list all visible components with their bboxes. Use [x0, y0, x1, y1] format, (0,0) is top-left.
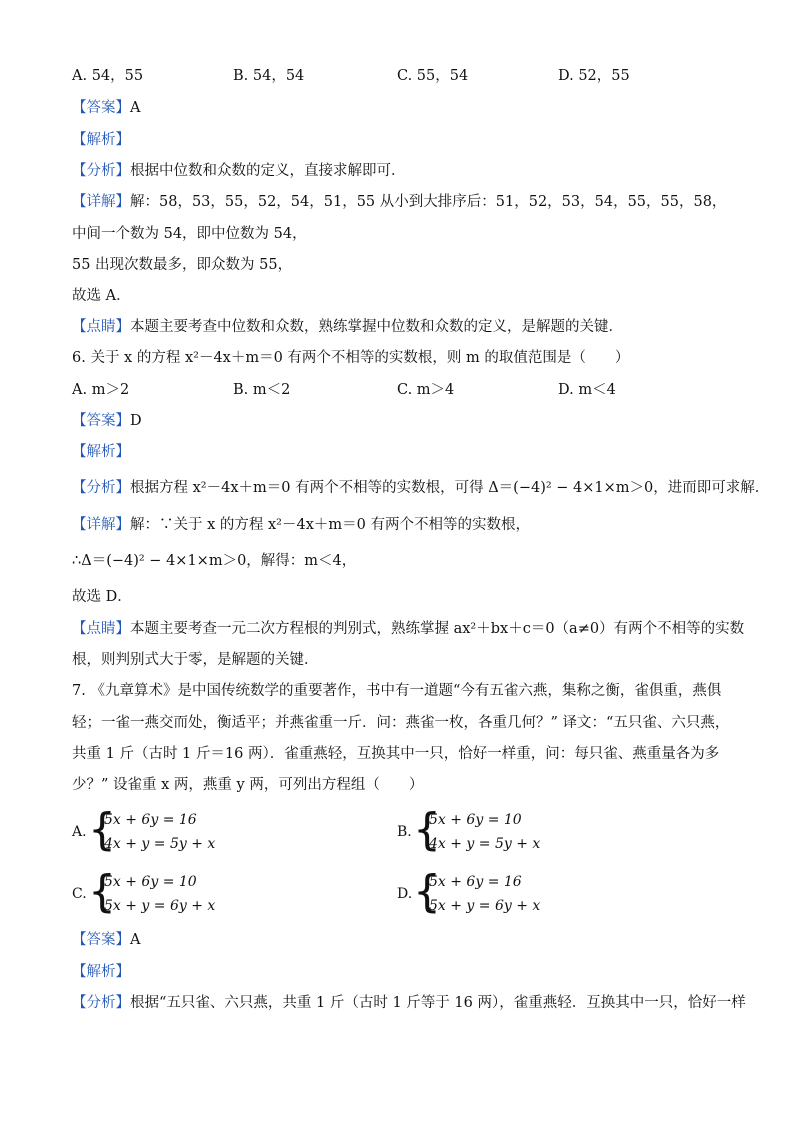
option-label: C. — [72, 886, 87, 902]
option-label: A. — [72, 824, 87, 840]
equation-2: 5x + y = 6y + x — [104, 898, 216, 914]
q5-line4: 故选 A． — [72, 288, 131, 304]
q6-dianjing-cont: 根，则判别式大于零，是解题的关键． — [72, 652, 319, 668]
q5-option-a: A. 54，55 — [72, 68, 144, 84]
q6-option-a: A. m＞2 — [72, 382, 130, 398]
q7-jiexi — [72, 962, 732, 982]
option-label: B. — [397, 824, 412, 840]
equation-1: 5x + 6y = 16 — [429, 874, 522, 890]
dianjing-tag: 【点睛】 — [72, 319, 130, 335]
equation-2: 4x + y = 5y + x — [104, 836, 216, 852]
q5-line2: 中间一个数为 54，即中位数为 54， — [72, 226, 307, 242]
equation-2: 5x + y = 6y + x — [429, 898, 541, 914]
answer-value: A — [130, 932, 141, 948]
q6-fenxi — [72, 478, 770, 498]
dianjing-text: 本题主要考查一元二次方程根的判别式，熟练掌握 ax²＋bx＋c＝0（a≠0）有两个不相等的实数 — [130, 621, 745, 637]
brace-icon: { — [88, 804, 116, 855]
q7-stem-line2: 轻；一雀一燕交而处，衡适平；并燕雀重一斤．问：燕雀一枚，各重几何？” 译文：“五只雀、六只燕， — [72, 715, 730, 731]
q5-line3: 55 出现次数最多，即众数为 55， — [72, 257, 293, 273]
q6-answer — [72, 411, 732, 431]
q7-option-d — [397, 866, 697, 920]
q7-stem-line4: 少？” 设雀重 x 两，燕重 y 两，可列出方程组（ ） — [72, 777, 424, 793]
q6-option-c: C. m＞4 — [397, 382, 455, 398]
dianjing-tag: 【点睛】 — [72, 621, 130, 637]
q5-option-c: C. 55，54 — [397, 68, 469, 84]
xiangjie-tag: 【详解】 — [72, 194, 130, 210]
option-label: D. — [397, 886, 413, 902]
q7-option-c — [72, 866, 372, 920]
q6-dianjing — [72, 619, 745, 639]
equation-1: 5x + 6y = 16 — [104, 812, 197, 828]
q7-stem-line3: 共重 1 斤（古时 1 斤＝16 两）．雀重燕轻，互换其中一只，恰好一样重，问：每只雀、燕重量各为多 — [72, 746, 720, 762]
q7-answer — [72, 930, 732, 950]
fenxi-text: 根据中位数和众数的定义，直接求解即可． — [130, 163, 406, 179]
q5-xiangjie — [72, 192, 732, 212]
q5-option-d: D. 52，55 — [558, 68, 630, 84]
q5-dianjing — [72, 317, 732, 337]
jiexi-tag: 【解析】 — [72, 444, 130, 460]
q6-line2: ∴Δ＝(−4)² − 4×1×m＞0，解得：m＜4， — [72, 553, 357, 569]
q6-xiangjie — [72, 515, 732, 535]
answer-value: D — [130, 413, 142, 429]
xiangjie-tag: 【详解】 — [72, 517, 130, 533]
q7-fenxi — [72, 993, 746, 1013]
q7-option-a — [72, 804, 372, 858]
brace-icon: { — [413, 866, 441, 917]
q6-option-b: B. m＜2 — [233, 382, 291, 398]
q6-jiexi — [72, 442, 732, 462]
answer-tag: 【答案】 — [72, 100, 130, 116]
q6-option-d: D. m＜4 — [558, 382, 616, 398]
jiexi-tag: 【解析】 — [72, 964, 130, 980]
q6-stem: 6. 关于 x 的方程 x²－4x＋m＝0 有两个不相等的实数根，则 m 的取值范围是（ ） — [72, 350, 630, 366]
q7-option-b — [397, 804, 697, 858]
q5-option-b: B. 54，54 — [233, 68, 305, 84]
fenxi-text: 根据“五只雀、六只燕，共重 1 斤（古时 1 斤等于 16 两），雀重燕轻．互换其中一只，恰好一样 — [130, 995, 746, 1011]
q5-answer — [72, 98, 732, 118]
brace-icon: { — [413, 804, 441, 855]
answer-tag: 【答案】 — [72, 932, 130, 948]
fenxi-tag: 【分析】 — [72, 163, 130, 179]
equation-2: 4x + y = 5y + x — [429, 836, 541, 852]
xiangjie-text: 解：58，53，55，52，54，51，55 从小到大排序后：51，52，53，54，55，55，58， — [130, 194, 727, 210]
q7-stem-line1: 7. 《九章算术》是中国传统数学的重要著作，书中有一道题“今有五雀六燕，集称之衡，雀俱重，燕俱 — [72, 683, 722, 699]
fenxi-text: 根据方程 x²－4x＋m＝0 有两个不相等的实数根，可得 Δ＝(−4)² − 4×1×m＞0，进而即可求解． — [130, 480, 770, 496]
brace-icon: { — [88, 866, 116, 917]
jiexi-tag: 【解析】 — [72, 132, 130, 148]
fenxi-tag: 【分析】 — [72, 995, 130, 1011]
xiangjie-text: 解：∵关于 x 的方程 x²－4x＋m＝0 有两个不相等的实数根， — [130, 517, 530, 533]
q5-jiexi — [72, 130, 732, 150]
q6-line3: 故选 D． — [72, 589, 132, 605]
equation-1: 5x + 6y = 10 — [104, 874, 197, 890]
answer-value: A — [130, 100, 141, 116]
answer-tag: 【答案】 — [72, 413, 130, 429]
q5-fenxi — [72, 161, 732, 181]
fenxi-tag: 【分析】 — [72, 480, 130, 496]
equation-1: 5x + 6y = 10 — [429, 812, 522, 828]
dianjing-text: 本题主要考查中位数和众数，熟练掌握中位数和众数的定义，是解题的关键． — [130, 319, 623, 335]
